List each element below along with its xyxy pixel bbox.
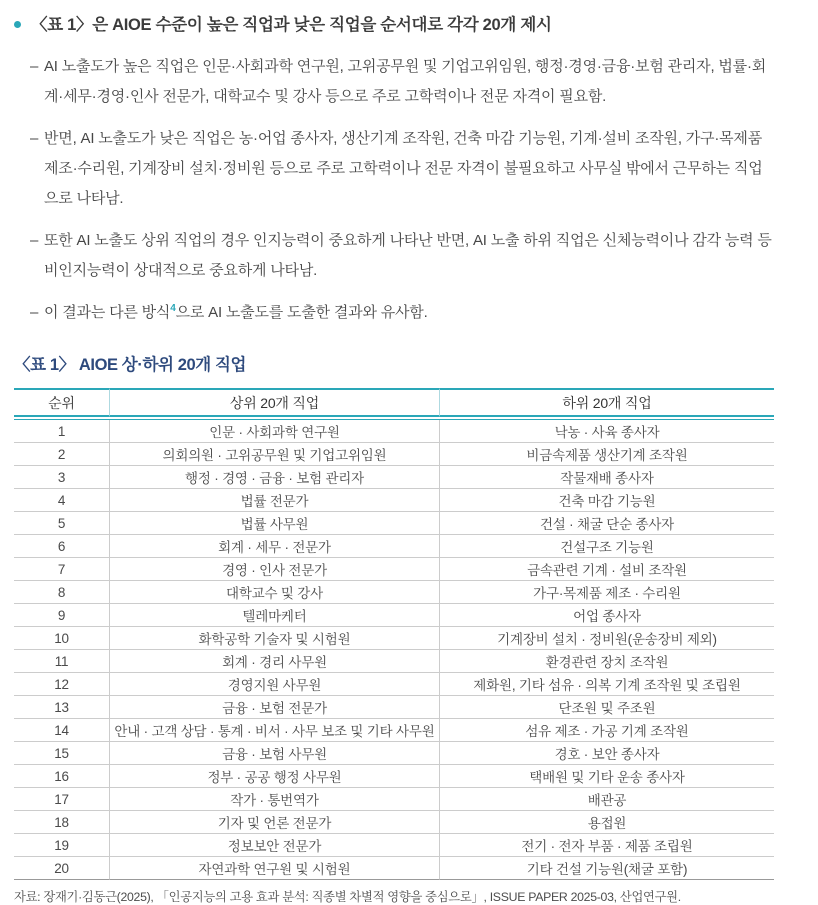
rank-cell: 12 xyxy=(14,673,110,696)
table-header xyxy=(14,388,774,417)
dash-glyph: – xyxy=(30,130,39,147)
header-top-occupations: 상위 20개 직업 xyxy=(110,388,440,417)
rank-cell: 17 xyxy=(14,788,110,811)
dash-item-text: 반면, AI 노출도가 낮은 직업은 농·어업 종사자, 생산기계 조작원, 건축 마감 기능원, 기계·설비 조작원, 가구·목제품 제조·수리원, 기계장비 설치·정비원 등으로 주로 고학력이나 전문 자격이 불필요하고 사무실 밖에서 근무하는 직업으로 나타남. xyxy=(44,130,763,207)
top-occupation-cell: 금융 · 보험 전문가 xyxy=(110,696,440,719)
rank-cell: 11 xyxy=(14,650,110,673)
dash-glyph: – xyxy=(30,58,39,75)
rank-cell: 7 xyxy=(14,558,110,581)
rank-cell: 4 xyxy=(14,489,110,512)
top-occupation-cell: 정부 · 공공 행정 사무원 xyxy=(110,765,440,788)
table-row xyxy=(14,627,774,650)
top-occupation-cell: 화학공학 기술자 및 시험원 xyxy=(110,627,440,650)
bottom-occupation-cell: 건설 · 채굴 단순 종사자 xyxy=(440,512,774,535)
table-row xyxy=(14,489,774,512)
rank-cell: 8 xyxy=(14,581,110,604)
bottom-occupation-cell: 택배원 및 기타 운송 종사자 xyxy=(440,765,774,788)
top-occupation-cell: 인문 · 사회과학 연구원 xyxy=(110,420,440,443)
table-body xyxy=(14,417,774,880)
header-bottom-occupations: 하위 20개 직업 xyxy=(440,388,774,417)
bottom-occupation-cell: 환경관련 장치 조작원 xyxy=(440,650,774,673)
bullet-heading xyxy=(14,13,790,37)
top-occupation-cell: 회계 · 경리 사무원 xyxy=(110,650,440,673)
top-occupation-cell: 대학교수 및 강사 xyxy=(110,581,440,604)
top-occupation-cell: 작가 · 통번역가 xyxy=(110,788,440,811)
table-row xyxy=(14,512,774,535)
table-row xyxy=(14,443,774,466)
bottom-occupation-cell: 단조원 및 주조원 xyxy=(440,696,774,719)
dash-item xyxy=(30,226,772,286)
bottom-occupation-cell: 건설구조 기능원 xyxy=(440,535,774,558)
aioe-table xyxy=(14,388,774,880)
rank-cell: 16 xyxy=(14,765,110,788)
rank-cell: 14 xyxy=(14,719,110,742)
bottom-occupation-cell: 경호 · 보안 종사자 xyxy=(440,742,774,765)
top-occupation-cell: 금융 · 보험 사무원 xyxy=(110,742,440,765)
rank-cell: 10 xyxy=(14,627,110,650)
bottom-occupation-cell: 기계장비 설치 · 정비원(운송장비 제외) xyxy=(440,627,774,650)
table-row xyxy=(14,742,774,765)
dash-item xyxy=(30,124,772,214)
table-row xyxy=(14,696,774,719)
last-item-suffix: 으로 AI 노출도를 도출한 결과와 유사함. xyxy=(175,304,428,321)
bottom-occupation-cell: 기타 건설 기능원(채굴 포함) xyxy=(440,857,774,880)
bottom-occupation-cell: 비금속제품 생산기계 조작원 xyxy=(440,443,774,466)
bottom-occupation-cell: 가구·목제품 제조 · 수리원 xyxy=(440,581,774,604)
bottom-occupation-cell: 작물재배 종사자 xyxy=(440,466,774,489)
dash-item-text xyxy=(44,298,772,328)
table-row xyxy=(14,558,774,581)
table-row xyxy=(14,581,774,604)
bullet-icon xyxy=(14,21,21,28)
dash-item-text: 또한 AI 노출도 상위 직업의 경우 인지능력이 중요하게 나타난 반면, AI 노출 하위 직업은 신체능력이나 감각 능력 등 비인지능력이 상대적으로 중요하게 나타남. xyxy=(44,232,772,279)
dash-glyph: – xyxy=(30,232,39,249)
rank-cell: 6 xyxy=(14,535,110,558)
footnote-marker: 4 xyxy=(170,303,176,314)
table-row xyxy=(14,788,774,811)
table-row xyxy=(14,765,774,788)
bottom-occupation-cell: 낙농 · 사육 종사자 xyxy=(440,420,774,443)
dash-item-last-wrap xyxy=(30,298,772,328)
rank-cell: 9 xyxy=(14,604,110,627)
rank-cell: 15 xyxy=(14,742,110,765)
top-occupation-cell: 법률 전문가 xyxy=(110,489,440,512)
bottom-occupation-cell: 건축 마감 기능원 xyxy=(440,489,774,512)
bottom-occupation-cell: 어업 종사자 xyxy=(440,604,774,627)
bottom-occupation-cell: 섬유 제조 · 가공 기계 조작원 xyxy=(440,719,774,742)
top-occupation-cell: 안내 · 고객 상담 · 통계 · 비서 · 사무 보조 및 기타 사무원 xyxy=(110,719,440,742)
rank-cell: 1 xyxy=(14,420,110,443)
table-row xyxy=(14,420,774,443)
bottom-occupation-cell: 전기 · 전자 부품 · 제품 조립원 xyxy=(440,834,774,857)
table-row xyxy=(14,604,774,627)
table-row xyxy=(14,535,774,558)
table-row xyxy=(14,834,774,857)
rank-cell: 3 xyxy=(14,466,110,489)
bottom-occupation-cell: 제화원, 기타 섬유 · 의복 기계 조작원 및 조립원 xyxy=(440,673,774,696)
rank-cell: 2 xyxy=(14,443,110,466)
last-item-prefix: 이 결과는 다른 방식 xyxy=(44,304,171,321)
top-occupation-cell: 자연과학 연구원 및 시험원 xyxy=(110,857,440,880)
rank-cell: 13 xyxy=(14,696,110,719)
header-rank: 순위 xyxy=(14,388,110,417)
table-row xyxy=(14,811,774,834)
table-row xyxy=(14,466,774,489)
dash-list xyxy=(30,52,772,286)
bullet-heading-text: 〈표 1〉은 AIOE 수준이 높은 직업과 낮은 직업을 순서대로 각각 20개 제시 xyxy=(31,16,552,34)
rank-cell: 19 xyxy=(14,834,110,857)
source-line: 자료: 장재기·김동근(2025), 「인공지능의 고용 효과 분석: 직종별 차별적 영향을 중심으로」, ISSUE PAPER 2025-03, 산업연구원. xyxy=(14,890,681,904)
rank-cell: 5 xyxy=(14,512,110,535)
top-occupation-cell: 의회의원 · 고위공무원 및 기업고위임원 xyxy=(110,443,440,466)
bottom-occupation-cell: 금속관련 기계 · 설비 조작원 xyxy=(440,558,774,581)
top-occupation-cell: 회계 · 세무 · 전문가 xyxy=(110,535,440,558)
table-row xyxy=(14,719,774,742)
rank-cell: 20 xyxy=(14,857,110,880)
table-row xyxy=(14,650,774,673)
table-title: 〈표 1〉 AIOE 상·하위 20개 직업 xyxy=(14,356,247,374)
top-occupation-cell: 정보보안 전문가 xyxy=(110,834,440,857)
table-row xyxy=(14,673,774,696)
top-occupation-cell: 법률 사무원 xyxy=(110,512,440,535)
bottom-occupation-cell: 배관공 xyxy=(440,788,774,811)
top-occupation-cell: 행정 · 경영 · 금융 · 보험 관리자 xyxy=(110,466,440,489)
dash-item-text: AI 노출도가 높은 직업은 인문·사회과학 연구원, 고위공무원 및 기업고위임원, 행정·경영·금융·보험 관리자, 법률·회계·세무·경영·인사 전문가, 대학교수 및 강사 등으로 주로 고학력이나 전문 자격이 필요함. xyxy=(44,58,767,105)
table-row xyxy=(14,857,774,880)
dash-item xyxy=(30,52,772,112)
dash-item-last xyxy=(30,298,772,328)
top-occupation-cell: 경영지원 사무원 xyxy=(110,673,440,696)
rank-cell: 18 xyxy=(14,811,110,834)
bottom-occupation-cell: 용접원 xyxy=(440,811,774,834)
top-occupation-cell: 텔레마케터 xyxy=(110,604,440,627)
dash-glyph: – xyxy=(30,304,39,321)
top-occupation-cell: 기자 및 언론 전문가 xyxy=(110,811,440,834)
top-occupation-cell: 경영 · 인사 전문가 xyxy=(110,558,440,581)
